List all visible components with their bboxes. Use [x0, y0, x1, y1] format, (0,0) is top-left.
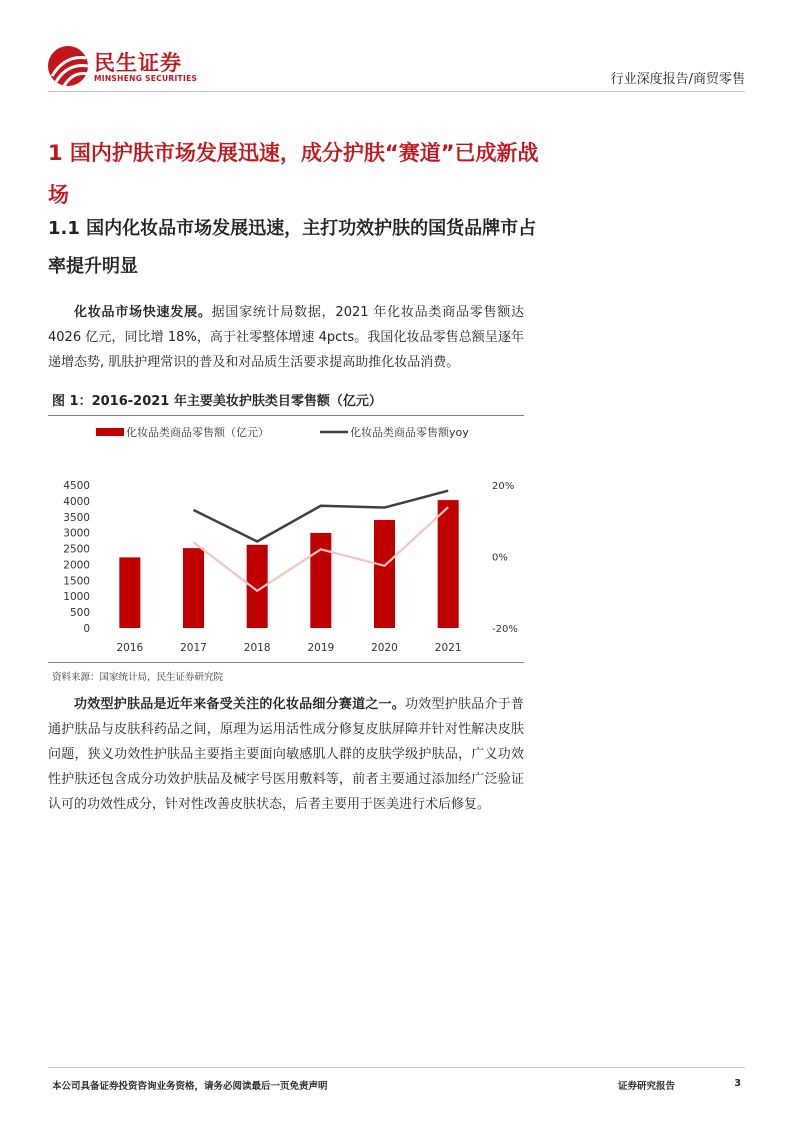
- bar-2016: [119, 557, 140, 628]
- y-left-tick-label: 4500: [63, 480, 90, 492]
- y-left-tick-label: 1000: [63, 591, 90, 604]
- footer-disclaimer: 本公司具备证券投资咨询业务资格，请务必阅读最后一页免责声明: [52, 1081, 328, 1092]
- figure-source: 资料来源：国家统计局，民生证券研究院: [48, 662, 524, 683]
- legend-bar-swatch: [96, 428, 124, 436]
- y-left-tick-label: 3500: [63, 511, 90, 524]
- y-right-tick-label: -20%: [492, 624, 518, 635]
- x-tick-label-2019: 2019: [307, 642, 335, 654]
- company-logo: [48, 46, 198, 88]
- y-left-tick-label: 500: [69, 607, 90, 620]
- paragraph-market-growth: [48, 300, 524, 375]
- y-left-tick-label: 0: [83, 623, 90, 635]
- chart-svg: [48, 416, 524, 664]
- section-heading-2: 1.1 国内化妆品市场发展迅速，主打功效护肤的国货品牌市占率提升明显: [48, 218, 537, 277]
- figure-title: 图 1：2016-2021 年主要美妆护肤类目零售额（亿元）: [48, 388, 524, 416]
- logo-mark-icon: [48, 46, 88, 86]
- paragraph-lead: 化妆品市场快速发展。: [74, 305, 212, 320]
- y-right-tick-label: 0%: [492, 552, 508, 564]
- retail-sales-chart: [48, 416, 524, 664]
- bar-2021: [438, 500, 459, 628]
- paragraph-body: 据国家统计局数据，2021 年化妆品类商品零售额达 4026 亿元，同比增 18%，高于社零整体增速 4pcts。我国化妆品零售总额呈逐年递增态势, 肌肤护理常识的普及和对品质生活要求提高助推化妆品消费。: [48, 305, 524, 370]
- page-number: 3: [734, 1078, 741, 1089]
- logo-text-en: MINSHENG SECURITIES: [94, 74, 198, 83]
- legend-bar-label: 化妆品类商品零售额（亿元）: [126, 426, 269, 439]
- y-right-tick-label: 20%: [492, 481, 515, 492]
- bar-2017: [183, 548, 204, 628]
- y-left-tick-label: 2000: [63, 559, 90, 572]
- page-header: [48, 42, 745, 92]
- paragraph-body: 功效型护肤品介于普通护肤品与皮肤科药品之间，原理为运用活性成分修复皮肤屏障并针对性解决皮肤问题，狭义功效性护肤品主要指主要面向敏感肌人群的皮肤学级护肤品，广义功效性护肤还包含成分功效护肤品及械字号医用敷料等，前者主要通过添加经广泛验证认可的功效性成分，针对性改善皮肤状态，后者主要用于医美进行术后修复。: [48, 697, 524, 812]
- page-footer: [48, 1067, 745, 1097]
- footer-report-type: 证券研究报告: [618, 1081, 676, 1092]
- x-tick-label-2018: 2018: [243, 642, 271, 654]
- paragraph-functional-skincare: [48, 692, 524, 817]
- y-left-tick-label: 2500: [63, 543, 90, 556]
- paragraph-lead: 功效型护肤品是近年来备受关注的化妆品细分赛道之一。: [74, 697, 406, 712]
- y-left-tick-label: 3000: [63, 527, 90, 540]
- legend-line-label: 化妆品类商品零售额yoy: [350, 426, 469, 439]
- bar-2020: [374, 520, 395, 628]
- report-category: 行业深度报告/商贸零售: [610, 72, 745, 87]
- x-tick-label-2020: 2020: [371, 642, 398, 654]
- bar-2019: [310, 533, 331, 628]
- x-tick-label-2021: 2021: [434, 642, 462, 654]
- y-left-tick-label: 4000: [63, 495, 90, 508]
- x-tick-label-2017: 2017: [180, 642, 207, 654]
- section-heading-1: 1 国内护肤市场发展迅速，成分护肤“赛道”已成新战场: [48, 141, 539, 207]
- y-left-tick-label: 1500: [63, 575, 90, 588]
- logo-text-cn: 民生证券: [94, 51, 182, 75]
- x-tick-label-2016: 2016: [116, 642, 144, 654]
